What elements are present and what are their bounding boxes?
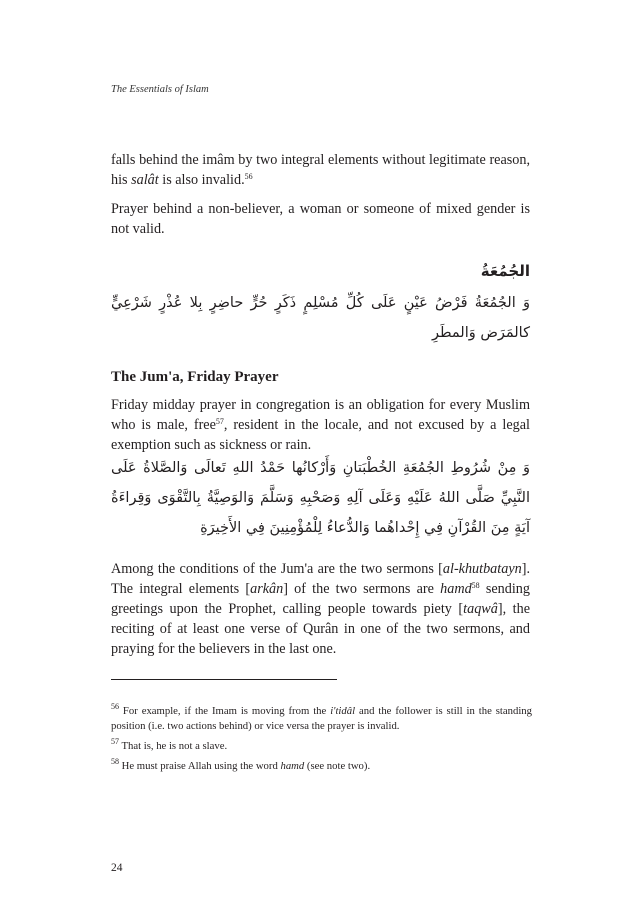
paragraph-sermon-elements bbox=[111, 559, 530, 659]
arabic-section-title: الجُمُعَةُ bbox=[480, 262, 530, 280]
section-heading: The Jum'a, Friday Prayer bbox=[111, 369, 279, 385]
footnote-ref: 56 bbox=[244, 172, 253, 181]
para-text: , resident in the locale, and not excused by a legal exemption such as sickness or rain. bbox=[111, 417, 530, 453]
para-text: Friday midday prayer in congregation is an obligation for every Muslim who is male, free bbox=[111, 397, 530, 433]
footnote-text: He must praise Allah using the word bbox=[119, 760, 281, 772]
paragraph-friday-prayer bbox=[111, 395, 530, 455]
page-number: 24 bbox=[111, 862, 123, 874]
para-text: reason, his bbox=[111, 152, 531, 188]
footnote-divider bbox=[111, 679, 337, 680]
footnote-text: For example, if the Imam is moving from the bbox=[119, 705, 331, 717]
arabic-text-sermon-conditions: وَ مِنْ شُرُوطِ الجُمُعَةِ الخُطْبَتانِ وَأَرْكانُها حَمْدُ اللهِ تَعالَى وَالصَّلاةُ عَلَى النَّبِيِّ صَلَّى اللهُ عَلَيْهِ وَعَلَى آلِهِ وَصَحْبِهِ وَسَلَّمَ وَالوَصِيَّةُ بِالتَّقْوَى وَقِراءَةُ آيَةٍ مِنَ القُرْآنِ فِي إِحْداهُما وَالدُّعاءُ لِلْمُؤْمِنِينَ فِي الأَخِيرَةِ bbox=[111, 460, 530, 536]
running-head: The Essentials of Islam bbox=[111, 84, 209, 95]
italic-term: al-khutbatayn bbox=[442, 561, 522, 577]
para-text: ], the reciting of at least one verse of Qurân in one of the two sermons, and praying for the believers in the last one. bbox=[111, 601, 530, 657]
footnote-ref: 58 bbox=[471, 581, 480, 590]
footnote-text: That is, he is not a slave. bbox=[119, 740, 228, 752]
footnote-number: 56 bbox=[111, 702, 119, 711]
footnote-57 bbox=[111, 739, 532, 754]
paragraph-continuation bbox=[111, 150, 530, 190]
footnote-number: 57 bbox=[111, 737, 119, 746]
body-block-top bbox=[111, 150, 530, 248]
italic-term: salât bbox=[131, 172, 159, 188]
footnotes bbox=[111, 704, 532, 779]
para-text: ] of the two sermons are bbox=[283, 581, 441, 597]
footnote-text: (see note two). bbox=[304, 760, 371, 772]
para-text: falls behind the imâm by two integral elements without legitimate bbox=[111, 152, 486, 168]
paragraph-prayer-validity: Prayer behind a non-believer, a woman or someone of mixed gender is not valid. bbox=[111, 201, 530, 237]
footnote-58 bbox=[111, 759, 532, 774]
para-text: is also invalid. bbox=[158, 172, 245, 188]
italic-term: taqwâ bbox=[463, 601, 498, 617]
arabic-text-jumuah-obligation: وَ الجُمُعَةُ فَرْضُ عَيْنٍ عَلَى كُلِّ مُسْلِمٍ ذَكَرٍ حُرٍّ حاضِرٍ بِلا عُذْرٍ شَرْعِيٍّ كالمَرَض وَالمطَرِ bbox=[111, 295, 530, 341]
para-text: ]. The integral elements [ bbox=[111, 561, 530, 597]
italic-term: hamd bbox=[440, 581, 472, 597]
footnote-ref: 57 bbox=[215, 417, 224, 426]
footnote-number: 58 bbox=[111, 757, 119, 766]
italic-term: i'tidâl bbox=[330, 705, 356, 717]
para-text: Among the conditions of the Jum'a are the two sermons [ bbox=[111, 561, 443, 577]
footnote-56 bbox=[111, 704, 532, 734]
para-text: sending greetings upon the Prophet, calling people towards piety [ bbox=[111, 581, 530, 617]
footnote-text: and the follower is still in the standing position (i.e. two actions behind) or vice versa the prayer is invalid. bbox=[111, 705, 532, 732]
italic-term: hamd bbox=[280, 760, 305, 772]
italic-term: arkân bbox=[250, 581, 284, 597]
